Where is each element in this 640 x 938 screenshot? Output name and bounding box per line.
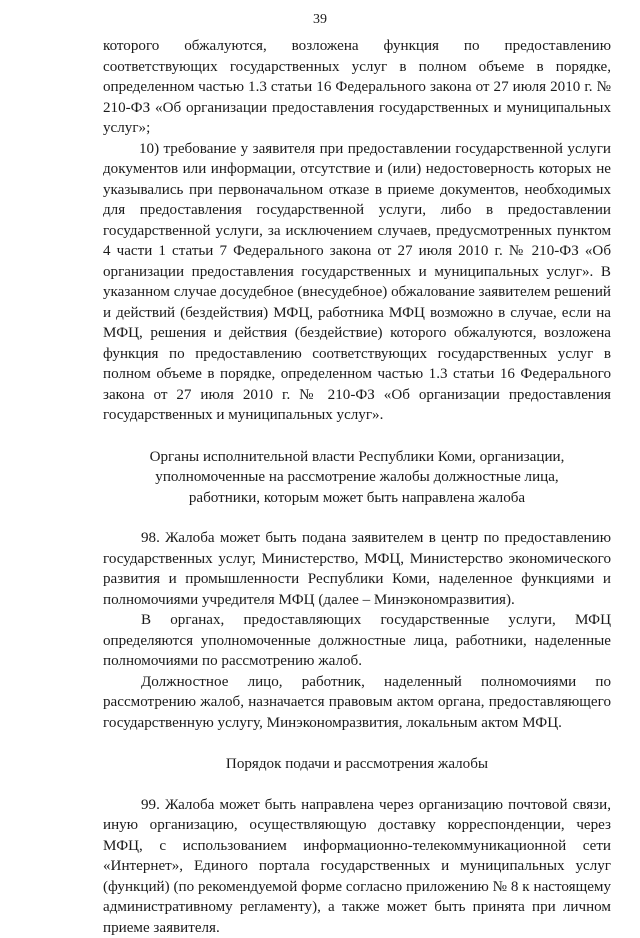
section-heading-complaint-bodies: Органы исполнительной власти Республики Коми, организации, уполномоченные на рассмотрение жалобы должностные лица, работники, которым может быть направлена жалоба <box>103 447 611 509</box>
paragraph-continuation: которого обжалуются, возложена функция по предоставлению соответствующих государственных услуг в полном объеме в порядке, определенном частью 1.3 статьи 16 Федерального закона от 27 июля 2010 г. № 210-ФЗ «Об организации предоставления государственных и муниципальных услуг»; <box>103 36 611 139</box>
section-heading-complaint-procedure: Порядок подачи и рассмотрения жалобы <box>103 754 611 775</box>
paragraph-item-10: 10) требование у заявителя при предоставлении государственной услуги документов или информации, отсутствие и (или) недостоверность которых не указывались при первоначальном отказе в приеме документов, необходимых для предоставления государственной услуги, либо в предоставлении государственной услуги, за исключением случаев, предусмотренных пунктом 4 части 1 статьи 7 Федерального закона от 27 июля 2010 г. № 210-ФЗ «Об организации предоставления государственных и муниципальных услуг». В указанном случае досудебное (внесудебное) обжалование заявителем решений и действий (бездействия) МФЦ, работника МФЦ возможно в случае, если на МФЦ, решения и действия (бездействие) которого обжалуются, возложена функция по предоставлению соответствующих государственных услуг в полном объеме в порядке, определенном частью 1.3 статьи 16 Федерального закона от 27 июля 2010 г. № 210-ФЗ «Об организации предоставления государственных и муниципальных услуг». <box>103 139 611 426</box>
page-number: 39 <box>0 12 640 28</box>
paragraph-99: 99. Жалоба может быть направлена через организацию почтовой связи, иную организацию, осуществляющую доставку корреспонденции, через МФЦ, с использованием информационно-телекоммуникационной сети «Интернет», Единого портала государственных и муниципальных услуг (функций) (по рекомендуемой форме согласно приложению № 8 к настоящему административному регламенту), а также может быть принята при личном приеме заявителя. <box>103 795 611 938</box>
paragraph-98: 98. Жалоба может быть подана заявителем в центр по предоставлению государственных услуг, Министерство, МФЦ, Министерство экономического развития и промышленности Республики Коми, наделенное функциями и полномочиями учредителя МФЦ (далее – Минэкономразвития). <box>103 528 611 610</box>
document-body <box>103 36 611 938</box>
paragraph-official-appointment: Должностное лицо, работник, наделенный полномочиями по рассмотрению жалоб, назначается правовым актом органа, предоставляющего государственную услугу, Минэкономразвития, локальным актом МФЦ. <box>103 672 611 734</box>
paragraph-authorized-officials: В органах, предоставляющих государственные услуги, МФЦ определяются уполномоченные должностные лица, работники, наделенные полномочиями по рассмотрению жалоб. <box>103 610 611 672</box>
